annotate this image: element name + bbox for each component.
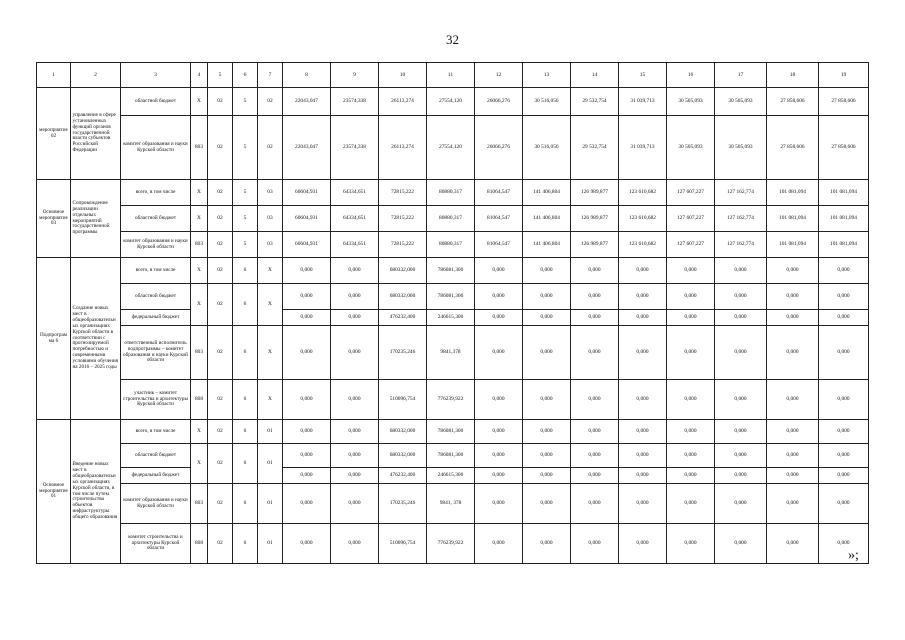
funding-value: 0,000 [283,258,331,284]
funding-value: 510096,754 [379,524,427,564]
funding-value: 170235,246 [379,484,427,524]
executor-name: ответственный исполнитель подпрограммы – комитет образования и науки Курской области [121,326,191,380]
table-row [37,444,869,468]
funding-value: 0,000 [819,258,869,284]
table-row [37,284,869,310]
funding-value: 0,000 [819,380,869,420]
executor-name: областной бюджет [121,206,191,232]
funding-value: 0,000 [475,524,523,564]
funding-value: 0,000 [571,420,619,444]
code-target: X [258,284,283,326]
executor-name: всего, в том числе [121,180,191,206]
executor-name: участник – комитет строительства и архитектуры Курской области [121,380,191,420]
code-subsection: 6 [233,444,258,484]
funding-value: 26066,276 [475,88,523,116]
funding-value: 0,000 [331,484,379,524]
funding-value: 246615,300 [427,310,475,326]
page-number: 32 [446,32,459,47]
funding-value: 0,000 [283,310,331,326]
funding-value: 0,000 [523,326,571,380]
funding-value: 60604,931 [283,206,331,232]
funding-value: 30 505,093 [715,88,767,116]
funding-value: 0,000 [331,380,379,420]
funding-value: 141 406,804 [523,180,571,206]
funding-value: 127 607,227 [667,206,715,232]
funding-value: 476232,400 [379,310,427,326]
funding-value: 0,000 [767,524,819,564]
column-header: 3 [121,63,191,88]
funding-value: 141 406,804 [523,206,571,232]
column-header: 14 [571,63,619,88]
funding-value: 30 505,093 [715,116,767,180]
code-ministry: 803 [191,326,208,380]
code-target: 01 [258,484,283,524]
funding-value: 31 039,713 [619,116,667,180]
funding-value: 26113,274 [379,88,427,116]
funding-value: 0,000 [819,284,869,310]
funding-value: 0,000 [715,326,767,380]
code-section: 02 [208,232,233,258]
funding-value: 0,000 [475,420,523,444]
funding-value: 101 081,094 [767,232,819,258]
funding-value: 0,000 [767,468,819,484]
executor-name: комитет строительства и архитектуры Курской области [121,524,191,564]
funding-value: 27 858,606 [767,88,819,116]
funding-value: 60604,931 [283,180,331,206]
table-row [37,468,869,484]
program-name: Создание новых мест в общеобразовательных организациях Курской области в соответствии с прогнозируемой потребностью и современными условиями обучения на 2016 – 2025 годы [71,258,121,420]
funding-value: 680332,000 [379,444,427,468]
funding-value: 0,000 [283,484,331,524]
funding-value: 0,000 [667,420,715,444]
funding-value: 0,000 [283,326,331,380]
code-section: 02 [208,420,233,444]
funding-value: 0,000 [619,484,667,524]
table-row [37,310,869,326]
funding-value: 0,000 [619,284,667,310]
funding-value: 0,000 [523,468,571,484]
executor-name: комитет образования и науки Курской области [121,484,191,524]
code-subsection: 5 [233,180,258,206]
funding-value: 0,000 [523,258,571,284]
funding-value: 126 989,877 [571,180,619,206]
column-header: 11 [427,63,475,88]
program-name: Сопровождение реализации отдельных мероприятий государственной программы [71,180,121,258]
table-row [37,258,869,284]
executor-name: областной бюджет [121,444,191,468]
funding-value: 141 406,804 [523,232,571,258]
code-target: 02 [258,88,283,116]
funding-value: 680332,000 [379,258,427,284]
funding-value: 22043,047 [283,88,331,116]
code-section: 02 [208,484,233,524]
funding-value: 101 081,094 [767,180,819,206]
funding-value: 0,000 [331,420,379,444]
column-header: 4 [191,63,208,88]
funding-value: 786081,300 [427,420,475,444]
funding-value: 27 858,606 [819,88,869,116]
code-ministry: 808 [191,380,208,420]
program-category: Основное мероприятие 03 [37,180,71,258]
funding-value: 60604,931 [283,232,331,258]
column-header: 10 [379,63,427,88]
funding-value: 9841,378 [427,326,475,380]
funding-value: 0,000 [571,284,619,310]
funding-value: 0,000 [715,444,767,468]
funding-value: 0,000 [331,284,379,310]
budget-table-container [36,62,868,564]
code-ministry: 803 [191,232,208,258]
funding-value: 30 516,056 [523,88,571,116]
code-ministry: X [191,180,208,206]
column-header: 8 [283,63,331,88]
funding-value: 170235,246 [379,326,427,380]
column-header: 7 [258,63,283,88]
funding-value: 27 858,606 [767,116,819,180]
funding-value: 0,000 [667,444,715,468]
funding-value: 0,000 [571,326,619,380]
funding-value: 246615,300 [427,468,475,484]
funding-value: 0,000 [331,310,379,326]
code-section: 02 [208,380,233,420]
funding-value: 72815,222 [379,206,427,232]
table-row [37,180,869,206]
program-name: управление в сфере установленных функций органов государственной власти субъектов Российской Федерации [71,88,121,180]
funding-value: 0,000 [667,284,715,310]
code-subsection: 5 [233,88,258,116]
funding-value: 0,000 [667,326,715,380]
funding-value: 0,000 [571,484,619,524]
executor-name: комитет образования и науки Курской области [121,116,191,180]
funding-value: 0,000 [619,468,667,484]
code-section: 02 [208,444,233,484]
code-section: 02 [208,258,233,284]
funding-value: 0,000 [475,444,523,468]
column-header: 16 [667,63,715,88]
funding-value: 0,000 [819,444,869,468]
funding-value: 72815,222 [379,232,427,258]
code-target: X [258,326,283,380]
funding-value: 123 610,682 [619,206,667,232]
funding-value: 776239,922 [427,524,475,564]
funding-value: 0,000 [475,468,523,484]
code-subsection: 6 [233,380,258,420]
funding-value: 0,000 [667,310,715,326]
funding-value: 0,000 [819,524,869,564]
funding-value: 0,000 [715,524,767,564]
funding-value: 0,000 [571,258,619,284]
program-category: Подпрограмма 6 [37,258,71,420]
column-header: 15 [619,63,667,88]
funding-value: 0,000 [523,524,571,564]
code-ministry: 808 [191,524,208,564]
funding-value: 127 607,227 [667,180,715,206]
funding-value: 0,000 [767,284,819,310]
funding-value: 0,000 [767,444,819,468]
code-target: 03 [258,232,283,258]
funding-value: 0,000 [819,468,869,484]
funding-value: 72815,222 [379,180,427,206]
funding-value: 0,000 [283,444,331,468]
funding-value: 23574,338 [331,88,379,116]
funding-value: 0,000 [523,420,571,444]
code-ministry: 803 [191,484,208,524]
code-ministry: 803 [191,116,208,180]
funding-value: 127 162,774 [715,232,767,258]
funding-value: 0,000 [767,484,819,524]
funding-value: 0,000 [571,444,619,468]
column-header: 17 [715,63,767,88]
table-row [37,524,869,564]
table-row [37,380,869,420]
funding-value: 0,000 [523,380,571,420]
funding-value: 680332,000 [379,284,427,310]
funding-value: 0,000 [767,258,819,284]
funding-value: 0,000 [283,284,331,310]
code-ministry: X [191,258,208,284]
code-subsection: 6 [233,258,258,284]
funding-value: 0,000 [523,310,571,326]
funding-value: 30 516,056 [523,116,571,180]
funding-value: 0,000 [475,380,523,420]
funding-value: 0,000 [767,380,819,420]
funding-value: 0,000 [715,420,767,444]
code-ministry: X [191,444,208,484]
funding-value: 22043,047 [283,116,331,180]
funding-value: 0,000 [619,420,667,444]
funding-value: 80880,317 [427,232,475,258]
funding-value: 0,000 [283,468,331,484]
funding-value: 0,000 [667,524,715,564]
funding-value: 23574,338 [331,116,379,180]
program-category: Основное мероприятие 01 [37,420,71,564]
funding-value: 786081,300 [427,258,475,284]
funding-value: 9841, 378 [427,484,475,524]
funding-value: 30 505,093 [667,116,715,180]
code-target: X [258,258,283,284]
funding-value: 0,000 [475,310,523,326]
code-subsection: 5 [233,232,258,258]
table-row [37,326,869,380]
code-section: 02 [208,88,233,116]
funding-value: 26066,276 [475,116,523,180]
table-row [37,206,869,232]
funding-value: 0,000 [819,310,869,326]
funding-value: 0,000 [331,468,379,484]
column-header: 1 [37,63,71,88]
funding-value: 0,000 [571,468,619,484]
executor-name: всего, в том числе [121,420,191,444]
funding-value: 0,000 [571,310,619,326]
funding-value: 81064,547 [475,180,523,206]
funding-value: 0,000 [715,468,767,484]
funding-value: 776239,922 [427,380,475,420]
funding-value: 27554,120 [427,116,475,180]
funding-value: 0,000 [331,326,379,380]
executor-name: комитет образования и науки Курской области [121,232,191,258]
code-ministry: X [191,420,208,444]
funding-value: 0,000 [619,444,667,468]
code-ministry: X [191,88,208,116]
table-body [37,88,869,564]
funding-value: 0,000 [715,484,767,524]
executor-name: федеральный бюджет [121,310,191,326]
funding-value: 27 858,606 [819,116,869,180]
code-target: 01 [258,524,283,564]
executor-name: федеральный бюджет [121,468,191,484]
code-ministry: X [191,284,208,326]
funding-value: 80880,317 [427,180,475,206]
funding-value: 126 989,877 [571,206,619,232]
funding-value: 786081,300 [427,444,475,468]
code-target: X [258,380,283,420]
funding-value: 29 532,754 [571,88,619,116]
code-section: 02 [208,180,233,206]
closing-quote-mark: »; [848,548,859,563]
funding-value: 64334,651 [331,232,379,258]
funding-value: 0,000 [767,420,819,444]
budget-table [36,62,869,564]
funding-value: 123 610,682 [619,232,667,258]
funding-value: 64334,651 [331,206,379,232]
funding-value: 123 610,682 [619,180,667,206]
funding-value: 101 081,094 [819,232,869,258]
column-header: 18 [767,63,819,88]
code-section: 02 [208,524,233,564]
funding-value: 0,000 [619,310,667,326]
code-subsection: 6 [233,524,258,564]
funding-value: 0,000 [667,380,715,420]
funding-value: 0,000 [619,380,667,420]
funding-value: 0,000 [475,258,523,284]
funding-value: 0,000 [331,258,379,284]
code-target: 01 [258,444,283,484]
funding-value: 64334,651 [331,180,379,206]
funding-value: 101 081,094 [819,180,869,206]
funding-value: 510096,754 [379,380,427,420]
funding-value: 0,000 [767,310,819,326]
funding-value: 29 532,754 [571,116,619,180]
code-section: 02 [208,326,233,380]
funding-value: 101 081,094 [819,206,869,232]
funding-value: 0,000 [475,284,523,310]
funding-value: 0,000 [667,258,715,284]
funding-value: 81064,547 [475,232,523,258]
funding-value: 0,000 [523,444,571,468]
funding-value: 127 162,774 [715,206,767,232]
table-row [37,484,869,524]
code-section: 02 [208,116,233,180]
code-section: 02 [208,206,233,232]
funding-value: 0,000 [667,468,715,484]
executor-name: всего, в том числе [121,258,191,284]
program-category: мероприятие 02 [37,88,71,180]
funding-value: 26113,274 [379,116,427,180]
funding-value: 0,000 [715,284,767,310]
code-subsection: 6 [233,420,258,444]
funding-value: 27554,120 [427,88,475,116]
funding-value: 0,000 [819,420,869,444]
funding-value: 127 162,774 [715,180,767,206]
column-header: 12 [475,63,523,88]
column-header: 2 [71,63,121,88]
executor-name: областной бюджет [121,284,191,310]
funding-value: 0,000 [715,380,767,420]
funding-value: 0,000 [571,524,619,564]
code-subsection: 6 [233,326,258,380]
funding-value: 126 989,877 [571,232,619,258]
funding-value: 30 505,093 [667,88,715,116]
table-row [37,232,869,258]
code-subsection: 6 [233,284,258,326]
funding-value: 0,000 [475,326,523,380]
table-header-row [37,63,869,88]
funding-value: 81064,547 [475,206,523,232]
code-target: 02 [258,116,283,180]
funding-value: 0,000 [619,258,667,284]
executor-name: областной бюджет [121,88,191,116]
funding-value: 0,000 [819,484,869,524]
program-name: Введение новых мест в общеобразовательных организациях Курской области, в том числе путем строительства объектов инфраструктуры общего образования [71,420,121,564]
funding-value: 0,000 [619,326,667,380]
funding-value: 0,000 [331,524,379,564]
code-target: 01 [258,420,283,444]
funding-value: 0,000 [715,310,767,326]
funding-value: 786081,300 [427,284,475,310]
funding-value: 0,000 [283,380,331,420]
code-target: 03 [258,180,283,206]
code-section: 02 [208,284,233,326]
funding-value: 0,000 [475,484,523,524]
code-subsection: 5 [233,206,258,232]
funding-value: 0,000 [571,380,619,420]
funding-value: 0,000 [523,284,571,310]
funding-value: 680332,000 [379,420,427,444]
funding-value: 0,000 [715,258,767,284]
column-header: 19 [819,63,869,88]
table-row [37,116,869,180]
funding-value: 0,000 [619,524,667,564]
code-ministry: X [191,206,208,232]
funding-value: 0,000 [283,420,331,444]
funding-value: 0,000 [667,484,715,524]
column-header: 13 [523,63,571,88]
funding-value: 0,000 [767,326,819,380]
column-header: 9 [331,63,379,88]
funding-value: 80880,317 [427,206,475,232]
funding-value: 0,000 [819,326,869,380]
funding-value: 476232,400 [379,468,427,484]
funding-value: 0,000 [283,524,331,564]
funding-value: 0,000 [523,484,571,524]
code-subsection: 5 [233,116,258,180]
funding-value: 101 081,094 [767,206,819,232]
column-header: 5 [208,63,233,88]
funding-value: 31 039,713 [619,88,667,116]
table-row [37,420,869,444]
column-header: 6 [233,63,258,88]
code-subsection: 6 [233,484,258,524]
code-target: 03 [258,206,283,232]
funding-value: 0,000 [331,444,379,468]
funding-value: 127 607,227 [667,232,715,258]
table-row [37,88,869,116]
